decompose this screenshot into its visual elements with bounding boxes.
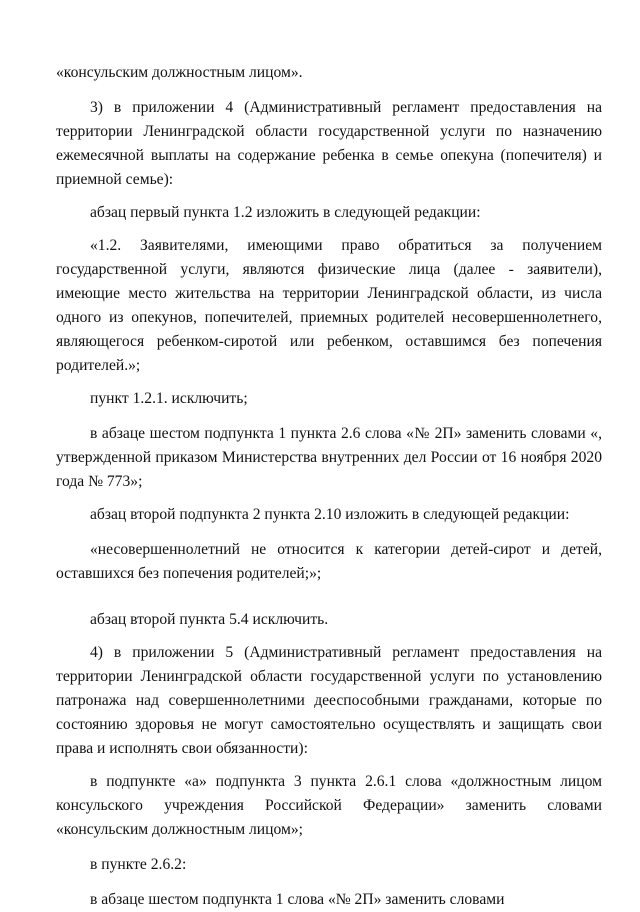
paragraph-11: в подпункте «а» подпункта 3 пункта 2.6.1 слова «должностным лицом консульского учреждения Российской Федерации» заменить словами «консульским должностным лицом»;: [56, 773, 602, 838]
paragraph-8: «несовершеннолетний не относится к категории детей-сирот и детей, оставшихся без попечения родителей;»;: [56, 541, 602, 582]
paragraph-12: в пункте 2.6.2:: [90, 856, 187, 873]
paragraph-10: 4) в приложении 5 (Административный регламент предоставления на территории Ленинградской области государственной услуги по установлению патронажа над совершеннолетними дееспособными гражданами, которые по состоянию здоровья не могут самостоятельно осуществлять и защищать свои права и исполнять свои обязанности):: [56, 644, 602, 757]
paragraph-6: в абзаце шестом подпункта 1 пункта 2.6 слова «№ 2П» заменить словами «, утвержденной приказом Министерства внутренних дел России от 16 ноября 2020 года № 773»;: [56, 425, 602, 490]
document-body: [56, 61, 602, 912]
paragraph-5: пункт 1.2.1. исключить;: [90, 390, 248, 407]
paragraph-2: 3) в приложении 4 (Административный регламент предоставления на территории Ленинградской области государственной услуги по назначению ежемесячной выплаты на содержание ребенка в семье опекуна (попечителя) и приемной семье):: [56, 99, 602, 188]
paragraph-7: абзац второй подпункта 2 пункта 2.10 изложить в следующей редакции:: [90, 506, 570, 523]
paragraph-1: «консульским должностным лицом».: [56, 64, 303, 81]
paragraph-3: абзац первый пункта 1.2 изложить в следующей редакции:: [90, 204, 481, 221]
paragraph-13: в абзаце шестом подпункта 1 слова «№ 2П» заменить словами: [90, 891, 505, 908]
paragraph-9: абзац второй пункта 5.4 исключить.: [90, 611, 329, 628]
paragraph-4: «1.2. Заявителями, имеющими право обратиться за получением государственной услуги, являются физические лица (далее - заявители), имеющие место жительства на территории Ленинградской области, из числа одного из опекунов, попечителей, приемных родителей несовершеннолетнего, являющегося ребенком-сиротой или ребенком, оставшимся без попечения родителей.»;: [56, 237, 602, 374]
